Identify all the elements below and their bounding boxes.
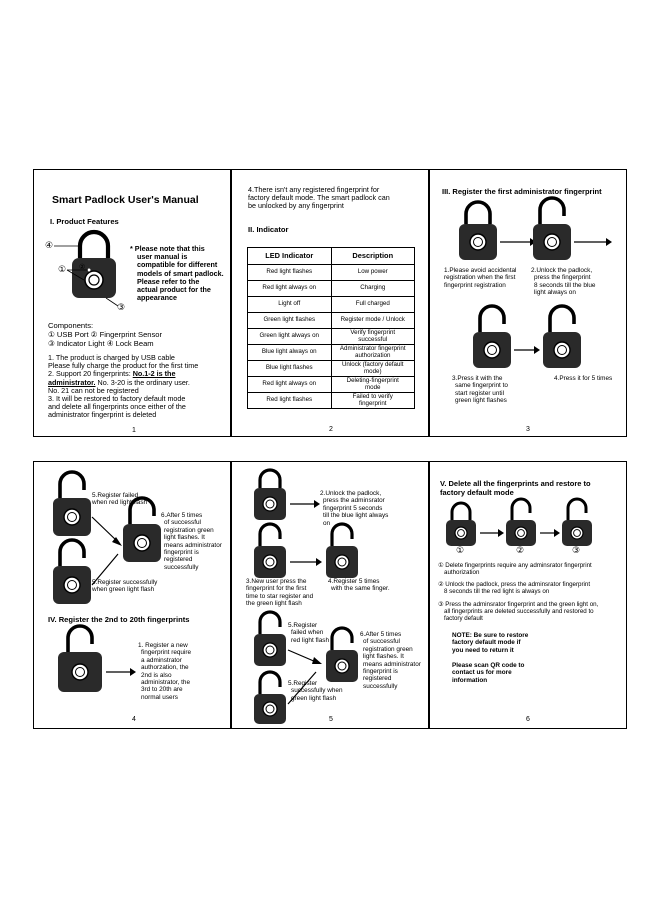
- padlock-unlocked-icon: [58, 626, 102, 692]
- callout-usb-port: ①: [58, 264, 67, 274]
- delete-step-1: ① Delete fingerprints require any adminsrator fingerprint authorization: [438, 562, 592, 577]
- step-4-text: 4.Register 5 times with the same finger.: [328, 578, 390, 593]
- page-number: 6: [526, 716, 530, 723]
- delete-heading-line-1: V. Delete all the fingerprints and restore to: [440, 479, 591, 488]
- step-3-text: 3.Press it with the same fingerprint to start register until green light flashes: [452, 375, 508, 405]
- manual-title: Smart Padlock User's Manual: [52, 194, 199, 206]
- step-5-success-text: 5.Register successfully when green light flash: [92, 579, 158, 594]
- components-line-2: ③ Indicator Light ④ Lock Beam: [48, 339, 154, 348]
- manual-page-1: [33, 169, 231, 437]
- padlock-unlocked-icon: [506, 499, 536, 546]
- manual-page-6: [429, 461, 627, 729]
- indicator-table: LED Indicator Description Red light flashes Low power Red light always on Charging Light off Full charged Green light flashes Register mode / Unlock Green light always on Verify fingerprint successful Blue light always on Administrator fingerprint authorization Blue light flashes Unlock (factory default mode) Red light always on Deleting-fingerprint mode Red light flashes Failed to verify fingerprint: [247, 247, 415, 409]
- step-1-text: 1.Please avoid accidental registration when the first fingerprint registration: [444, 267, 517, 289]
- padlock-unlocked-icon: [254, 672, 286, 724]
- step-2-text: 2.Unlock the padlock, press the fingerprint 8 seconds till the blue light always on: [531, 267, 596, 297]
- padlock-unlocked-icon: [53, 472, 91, 536]
- marker-2: ②: [516, 545, 525, 555]
- manual-page-5: [231, 461, 429, 729]
- indicator-heading: II. Indicator: [248, 225, 289, 234]
- step-1-text: 1. Register a new fingerprint require a adminstrator authorzation, the 2nd is also administrator, the 3rd to 20th are normal users: [138, 642, 192, 701]
- step-3-text: 3.New user press the fingerprint for the first time to star register and the green light flash: [246, 578, 314, 608]
- delete-steps-diagram: [430, 462, 628, 730]
- step-6-text: 6.After 5 times of successful registration green light flashes. It means administrator fingerprint is registered successfully: [161, 512, 222, 571]
- manual-page-2: [231, 169, 429, 437]
- padlock-unlocked-icon: [326, 524, 358, 578]
- step-2-text: 2.Unlock the padlock, press the adminsrator fingerprint 5 seconds till the blue light always on: [320, 490, 389, 527]
- padlock-unlocked-icon: [562, 499, 592, 546]
- padlock-unlocked-icon: [533, 198, 571, 260]
- step-5-failed-text: 5.Register failed when red light flash: [92, 492, 148, 507]
- padlock-diagram: [44, 226, 144, 311]
- padlock-icon: [459, 202, 497, 260]
- factory-mode-note: 4.There isn't any registered fingerprint for factory default mode. The smart padlock can be unlocked by any fingerprint: [248, 185, 390, 211]
- padlock-unlocked-icon: [473, 306, 511, 368]
- padlock-unlocked-icon: [326, 628, 358, 682]
- features-heading: I. Product Features: [50, 217, 119, 226]
- padlock-icon: [446, 503, 476, 546]
- padlock-unlocked-icon: [53, 540, 91, 604]
- padlock-unlocked-icon: [254, 524, 286, 578]
- page-number: 5: [329, 716, 333, 723]
- delete-step-2: ② Unlock the padlock, press the adminsrator fingerprint 8 seconds till the red light is always on: [438, 581, 591, 596]
- callout-fingerprint-sensor: ②: [79, 264, 86, 271]
- callout-indicator-light: ③: [117, 302, 126, 312]
- register-admin-heading: III. Register the first administrator fingerprint: [442, 187, 602, 196]
- step-5-success-text: 5.Register successfully when green light flash: [288, 680, 343, 702]
- delete-heading-line-2: factory default mode: [440, 488, 514, 497]
- padlock-icon: [254, 470, 286, 520]
- marker-3: ③: [572, 545, 581, 555]
- padlock-unlocked-icon: [254, 612, 286, 666]
- manual-page-4: [33, 461, 231, 729]
- step-5-failed-text: 5.Register failed when red light flash: [288, 622, 330, 644]
- return-note: NOTE: Be sure to restore factory default mode if you need to return it: [452, 632, 529, 654]
- step-6-text: 6.After 5 times of successful registration green light flashes. It means administrator fingerprint is registered successfully: [360, 631, 421, 690]
- padlock-unlocked-icon: [543, 306, 581, 368]
- components-line-1: ① USB Port ② Fingerprint Sensor: [48, 330, 163, 339]
- callout-lock-beam: ④: [45, 240, 54, 250]
- register-users-heading: IV. Register the 2nd to 20th fingerprints: [48, 615, 190, 624]
- step-4-text: 4.Press it for 5 times: [554, 375, 613, 382]
- compatibility-note: * Please note that this user manual is compatible for different models of smart padlock. Please refer to the actual product for the appearance: [130, 244, 224, 303]
- page-number: 4: [132, 716, 136, 723]
- page-number: 2: [329, 426, 333, 433]
- qr-contact-note: Please scan QR code to contact us for more information: [452, 662, 525, 684]
- marker-1: ①: [456, 545, 465, 555]
- page-number: 1: [132, 427, 136, 434]
- components-label: Components:: [48, 321, 94, 330]
- delete-step-3: ③ Press the adminsrator fingerprint and the green light on, all fingerprints are deleted successfully and restored to factory default: [438, 601, 599, 623]
- manual-page-3: [429, 169, 627, 437]
- padlock-unlocked-icon: [123, 498, 161, 562]
- page-number: 3: [526, 426, 530, 433]
- feature-list: 1. The product is charged by USB cable Please fully charge the product for the first time 2. Support 20 fingerprints: No.1-2 is the administrator. No. 3-20 is the ordinary user. No. 21 can not be registered 3. It will be restored to factory default mode and delete all fingerprints once either of the administrator fingerprint is deleted: [48, 353, 199, 420]
